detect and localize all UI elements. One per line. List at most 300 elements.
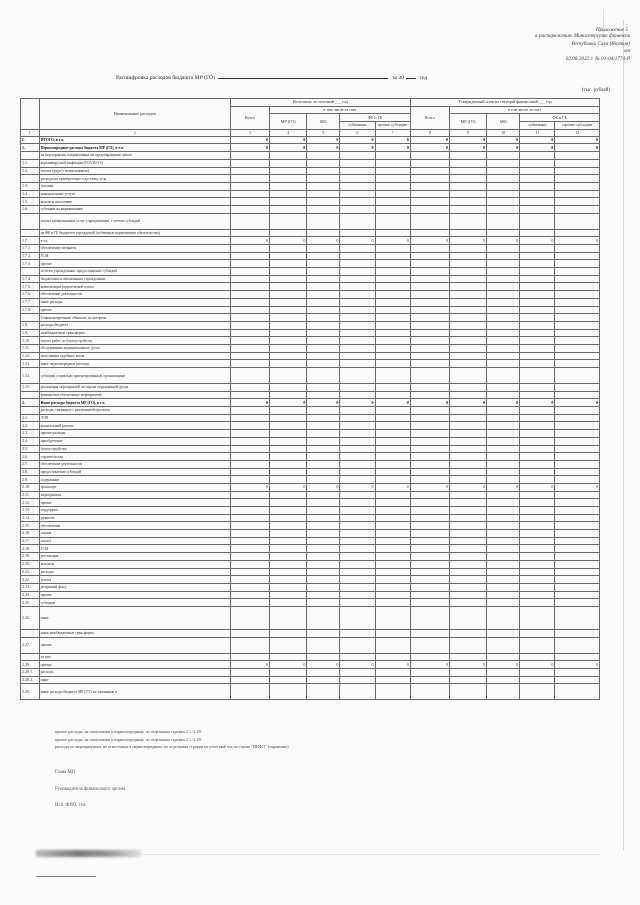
row-value bbox=[555, 245, 600, 253]
row-value bbox=[520, 291, 555, 299]
row-code bbox=[21, 653, 40, 661]
row-value bbox=[450, 352, 487, 360]
row-value bbox=[520, 430, 555, 438]
row-value bbox=[555, 167, 600, 175]
row-value bbox=[375, 260, 410, 268]
row-value bbox=[340, 530, 375, 538]
row-value bbox=[340, 568, 375, 576]
row-value: 0 bbox=[410, 237, 449, 245]
row-value bbox=[375, 245, 410, 253]
row-value bbox=[270, 275, 307, 283]
row-value bbox=[270, 298, 307, 306]
table-row bbox=[21, 321, 600, 329]
row-value: 0 bbox=[555, 483, 600, 491]
row-value: 0 bbox=[230, 661, 269, 669]
row-value: 0 bbox=[555, 237, 600, 245]
row-value bbox=[340, 576, 375, 584]
row-code: 1.11. bbox=[21, 344, 40, 352]
row-value bbox=[555, 306, 600, 314]
row-value bbox=[450, 599, 487, 607]
row-value bbox=[555, 460, 600, 468]
row-name: капитальный ремонт bbox=[39, 422, 230, 430]
row-value bbox=[410, 205, 449, 213]
row-value bbox=[487, 437, 520, 445]
row-value bbox=[520, 684, 555, 700]
row-name: иные bbox=[39, 676, 230, 684]
row-value bbox=[487, 653, 520, 661]
row-value bbox=[307, 329, 340, 337]
row-value bbox=[230, 175, 269, 183]
row-value bbox=[410, 314, 449, 322]
row-value bbox=[450, 653, 487, 661]
table-row bbox=[21, 360, 600, 368]
row-value bbox=[307, 545, 340, 553]
row-value bbox=[410, 344, 449, 352]
row-value bbox=[410, 637, 449, 653]
row-value bbox=[410, 391, 449, 399]
row-value bbox=[270, 205, 307, 213]
row-value bbox=[520, 314, 555, 322]
row-code: 2.28.2. bbox=[21, 676, 40, 684]
row-value bbox=[487, 507, 520, 515]
header-col: МО bbox=[307, 114, 340, 129]
row-value: 0 bbox=[520, 661, 555, 669]
row-value: 0 bbox=[487, 483, 520, 491]
row-value bbox=[487, 321, 520, 329]
row-value bbox=[375, 175, 410, 183]
row-value bbox=[270, 684, 307, 700]
row-value bbox=[450, 414, 487, 422]
row-value bbox=[375, 384, 410, 392]
row-value bbox=[450, 337, 487, 345]
table-row bbox=[21, 175, 600, 183]
row-value: 0 bbox=[375, 144, 410, 152]
row-value bbox=[410, 306, 449, 314]
row-value bbox=[410, 384, 449, 392]
row-code: 2.4. bbox=[21, 437, 40, 445]
row-value bbox=[270, 414, 307, 422]
row-value: 0 bbox=[340, 483, 375, 491]
row-value bbox=[375, 468, 410, 476]
header-total: Всего bbox=[230, 106, 269, 129]
table-row bbox=[21, 144, 600, 152]
row-value bbox=[307, 491, 340, 499]
row-value bbox=[270, 344, 307, 352]
row-code: 2.14. bbox=[21, 514, 40, 522]
row-value bbox=[340, 360, 375, 368]
table-row bbox=[21, 560, 600, 568]
row-code bbox=[21, 268, 40, 276]
row-value bbox=[450, 591, 487, 599]
row-value bbox=[520, 676, 555, 684]
row-value bbox=[307, 275, 340, 283]
row-value bbox=[410, 329, 449, 337]
table-body bbox=[21, 136, 600, 700]
row-value bbox=[450, 175, 487, 183]
row-value bbox=[340, 407, 375, 415]
table-row bbox=[21, 344, 600, 352]
table-row bbox=[21, 136, 600, 144]
row-value bbox=[520, 321, 555, 329]
row-value bbox=[410, 583, 449, 591]
row-value bbox=[450, 507, 487, 515]
row-value bbox=[487, 460, 520, 468]
row-value bbox=[487, 499, 520, 507]
row-value bbox=[450, 453, 487, 461]
row-value bbox=[487, 576, 520, 584]
row-value bbox=[487, 476, 520, 484]
row-value bbox=[270, 190, 307, 198]
table-row bbox=[21, 507, 600, 515]
row-value bbox=[230, 291, 269, 299]
row-value: 0 bbox=[555, 144, 600, 152]
row-code: 2.16. bbox=[21, 530, 40, 538]
table-row bbox=[21, 291, 600, 299]
row-value bbox=[487, 445, 520, 453]
row-code: 2.1. bbox=[21, 414, 40, 422]
row-value bbox=[340, 329, 375, 337]
row-value bbox=[230, 344, 269, 352]
row-value bbox=[230, 368, 269, 384]
row-value bbox=[340, 560, 375, 568]
row-value bbox=[555, 568, 600, 576]
row-value bbox=[340, 291, 375, 299]
row-code: 1.12. bbox=[21, 352, 40, 360]
table-row bbox=[21, 606, 600, 629]
row-value bbox=[340, 159, 375, 167]
table-row bbox=[21, 583, 600, 591]
column-number: 4 bbox=[270, 129, 307, 136]
column-number: 1 bbox=[21, 129, 40, 136]
row-value bbox=[375, 430, 410, 438]
row-value bbox=[270, 368, 307, 384]
appendix-label: Приложение 5 bbox=[595, 27, 628, 33]
row-value bbox=[410, 268, 449, 276]
row-value bbox=[555, 583, 600, 591]
row-value bbox=[270, 229, 307, 237]
row-value bbox=[520, 167, 555, 175]
table-row bbox=[21, 229, 600, 237]
row-value bbox=[270, 468, 307, 476]
row-value bbox=[375, 499, 410, 507]
row-value bbox=[520, 422, 555, 430]
row-value bbox=[555, 352, 600, 360]
row-name: субсидии социально ориентированным организациям bbox=[39, 368, 230, 384]
row-value bbox=[487, 252, 520, 260]
row-name: коронавирусной инфекции (COVID-19) bbox=[39, 159, 230, 167]
row-value bbox=[520, 283, 555, 291]
row-value bbox=[450, 553, 487, 561]
row-value bbox=[375, 275, 410, 283]
row-value bbox=[487, 213, 520, 229]
row-value bbox=[555, 321, 600, 329]
row-value bbox=[555, 260, 600, 268]
row-value bbox=[450, 669, 487, 677]
row-value bbox=[520, 190, 555, 198]
row-value bbox=[410, 491, 449, 499]
row-value bbox=[520, 391, 555, 399]
row-value: 0 bbox=[450, 399, 487, 407]
row-value bbox=[555, 629, 600, 637]
row-value bbox=[450, 306, 487, 314]
row-value bbox=[450, 159, 487, 167]
row-code: 1.7. bbox=[21, 237, 40, 245]
notes bbox=[55, 728, 595, 751]
row-value bbox=[307, 499, 340, 507]
row-value bbox=[375, 337, 410, 345]
row-code: 2.29. bbox=[21, 684, 40, 700]
row-value bbox=[230, 260, 269, 268]
signature-fin: Руководитель финансового органа bbox=[55, 787, 126, 792]
row-value bbox=[307, 298, 340, 306]
row-value bbox=[450, 514, 487, 522]
row-value bbox=[307, 314, 340, 322]
header-col: МР (ГО) bbox=[270, 114, 307, 129]
row-value bbox=[307, 260, 340, 268]
row-value bbox=[450, 676, 487, 684]
row-value: 0 bbox=[230, 144, 269, 152]
row-code: 1.7.5. bbox=[21, 283, 40, 291]
row-value bbox=[230, 591, 269, 599]
row-value bbox=[270, 491, 307, 499]
row-value bbox=[520, 152, 555, 160]
row-value bbox=[555, 530, 600, 538]
row-value bbox=[487, 205, 520, 213]
column-number: 8 bbox=[410, 129, 449, 136]
row-value bbox=[375, 599, 410, 607]
header-fb: ФБ и ГБ bbox=[520, 114, 600, 122]
table-row bbox=[21, 553, 600, 561]
row-value bbox=[520, 545, 555, 553]
row-value bbox=[520, 205, 555, 213]
column-number: 7 bbox=[375, 129, 410, 136]
row-value bbox=[307, 591, 340, 599]
row-value bbox=[270, 283, 307, 291]
row-value bbox=[555, 407, 600, 415]
row-value bbox=[555, 669, 600, 677]
row-value bbox=[487, 453, 520, 461]
row-value bbox=[450, 198, 487, 206]
header-name: Наименование расходов bbox=[39, 99, 230, 130]
row-value bbox=[375, 167, 410, 175]
row-value bbox=[375, 514, 410, 522]
row-value bbox=[307, 537, 340, 545]
document-title bbox=[116, 73, 586, 81]
row-value bbox=[340, 653, 375, 661]
row-value bbox=[340, 499, 375, 507]
row-value bbox=[270, 245, 307, 253]
row-value bbox=[307, 245, 340, 253]
row-value bbox=[375, 653, 410, 661]
row-value bbox=[520, 576, 555, 584]
year-blank bbox=[406, 73, 416, 79]
row-value bbox=[450, 684, 487, 700]
row-value bbox=[230, 190, 269, 198]
table-row bbox=[21, 268, 600, 276]
row-value bbox=[270, 352, 307, 360]
row-value bbox=[230, 245, 269, 253]
row-value bbox=[555, 545, 600, 553]
table-row bbox=[21, 653, 600, 661]
row-value bbox=[487, 159, 520, 167]
row-value: 0 bbox=[450, 237, 487, 245]
row-value bbox=[487, 491, 520, 499]
row-value bbox=[410, 414, 449, 422]
row-value bbox=[375, 545, 410, 553]
row-value: 0 bbox=[450, 144, 487, 152]
row-code bbox=[21, 629, 40, 637]
row-value bbox=[520, 491, 555, 499]
table-row bbox=[21, 384, 600, 392]
row-value bbox=[450, 568, 487, 576]
row-value bbox=[450, 522, 487, 530]
row-value: 0 bbox=[450, 661, 487, 669]
table-row bbox=[21, 476, 600, 484]
row-value bbox=[307, 606, 340, 629]
row-value bbox=[555, 298, 600, 306]
row-value bbox=[555, 676, 600, 684]
row-value bbox=[230, 182, 269, 190]
row-value bbox=[340, 344, 375, 352]
table-row bbox=[21, 213, 600, 229]
row-value bbox=[487, 629, 520, 637]
row-name: ГСМ bbox=[39, 545, 230, 553]
row-value bbox=[487, 384, 520, 392]
row-value bbox=[375, 530, 410, 538]
row-value: 0 bbox=[487, 144, 520, 152]
row-value: 0 bbox=[520, 399, 555, 407]
row-value bbox=[410, 159, 449, 167]
row-value bbox=[520, 560, 555, 568]
row-name: иные первоочередные расходы bbox=[39, 360, 230, 368]
row-value bbox=[555, 491, 600, 499]
row-code: 2.5. bbox=[21, 445, 40, 453]
row-value bbox=[375, 159, 410, 167]
row-value bbox=[450, 407, 487, 415]
table-row bbox=[21, 669, 600, 677]
row-value bbox=[555, 384, 600, 392]
row-name: коммунальные услуги bbox=[39, 190, 230, 198]
row-value bbox=[340, 384, 375, 392]
row-value: 0 bbox=[340, 237, 375, 245]
row-value bbox=[410, 337, 449, 345]
header-sub: в том числе за счет bbox=[270, 106, 411, 114]
row-value bbox=[230, 329, 269, 337]
row-value bbox=[450, 182, 487, 190]
row-value: 0 bbox=[307, 144, 340, 152]
row-value bbox=[555, 175, 600, 183]
row-value bbox=[450, 606, 487, 629]
row-value bbox=[450, 437, 487, 445]
row-name: прочие bbox=[39, 661, 230, 669]
column-number: 11 bbox=[520, 129, 555, 136]
table-row bbox=[21, 260, 600, 268]
row-value bbox=[230, 407, 269, 415]
table-row bbox=[21, 491, 600, 499]
row-value bbox=[410, 468, 449, 476]
row-value bbox=[410, 453, 449, 461]
row-value bbox=[520, 175, 555, 183]
row-value bbox=[340, 430, 375, 438]
row-value bbox=[375, 414, 410, 422]
row-value bbox=[555, 152, 600, 160]
row-value bbox=[230, 352, 269, 360]
title-blank bbox=[218, 73, 388, 79]
row-value bbox=[230, 669, 269, 677]
row-name: оплата труда (с начислениями) bbox=[39, 167, 230, 175]
row-value bbox=[375, 422, 410, 430]
row-value bbox=[230, 568, 269, 576]
row-value bbox=[307, 268, 340, 276]
row-value bbox=[487, 591, 520, 599]
row-value bbox=[270, 545, 307, 553]
row-value bbox=[270, 676, 307, 684]
row-value bbox=[307, 530, 340, 538]
row-value bbox=[555, 205, 600, 213]
row-value: 0 bbox=[555, 136, 600, 144]
row-value bbox=[375, 591, 410, 599]
row-value bbox=[555, 252, 600, 260]
row-value bbox=[375, 568, 410, 576]
row-value bbox=[270, 507, 307, 515]
row-value bbox=[307, 653, 340, 661]
row-value bbox=[270, 175, 307, 183]
row-name: на мероприятия, направленные на предотвращение завоза bbox=[39, 152, 230, 160]
row-value bbox=[230, 337, 269, 345]
row-code: 2.2. bbox=[21, 422, 40, 430]
appendix-line: 02.08.2022 г. № 01-04/1774-Р bbox=[565, 55, 630, 62]
bottom-rule bbox=[36, 876, 96, 877]
row-value bbox=[307, 422, 340, 430]
row-value bbox=[487, 553, 520, 561]
row-name: обеспечение питанием bbox=[39, 245, 230, 253]
row-value bbox=[270, 152, 307, 160]
table-row bbox=[21, 460, 600, 468]
row-code bbox=[21, 213, 40, 229]
row-value bbox=[340, 175, 375, 183]
table-row bbox=[21, 499, 600, 507]
row-value bbox=[450, 476, 487, 484]
row-value bbox=[487, 198, 520, 206]
row-value bbox=[270, 653, 307, 661]
row-value bbox=[410, 576, 449, 584]
row-value bbox=[487, 676, 520, 684]
column-number: 5 bbox=[307, 129, 340, 136]
row-code: 1.7.2. bbox=[21, 252, 40, 260]
row-value bbox=[230, 391, 269, 399]
row-value bbox=[340, 198, 375, 206]
row-value bbox=[230, 205, 269, 213]
row-name: приобретение bbox=[39, 437, 230, 445]
row-value bbox=[555, 414, 600, 422]
row-value: 0 bbox=[230, 399, 269, 407]
row-value bbox=[520, 468, 555, 476]
row-code: 2.27. bbox=[21, 637, 40, 653]
row-value bbox=[307, 152, 340, 160]
row-name: бюджетным и автономным учреждениям bbox=[39, 275, 230, 283]
row-code: 2.15. bbox=[21, 522, 40, 530]
row-value bbox=[410, 499, 449, 507]
row-value bbox=[487, 329, 520, 337]
row-value bbox=[410, 514, 449, 522]
row-value: 0 bbox=[410, 144, 449, 152]
row-value bbox=[555, 283, 600, 291]
row-value bbox=[520, 530, 555, 538]
row-value bbox=[270, 213, 307, 229]
row-code: 2.23. bbox=[21, 583, 40, 591]
table-row bbox=[21, 422, 600, 430]
header-group2: Утвержденный план на текущий финансовый ___ год bbox=[410, 99, 599, 107]
